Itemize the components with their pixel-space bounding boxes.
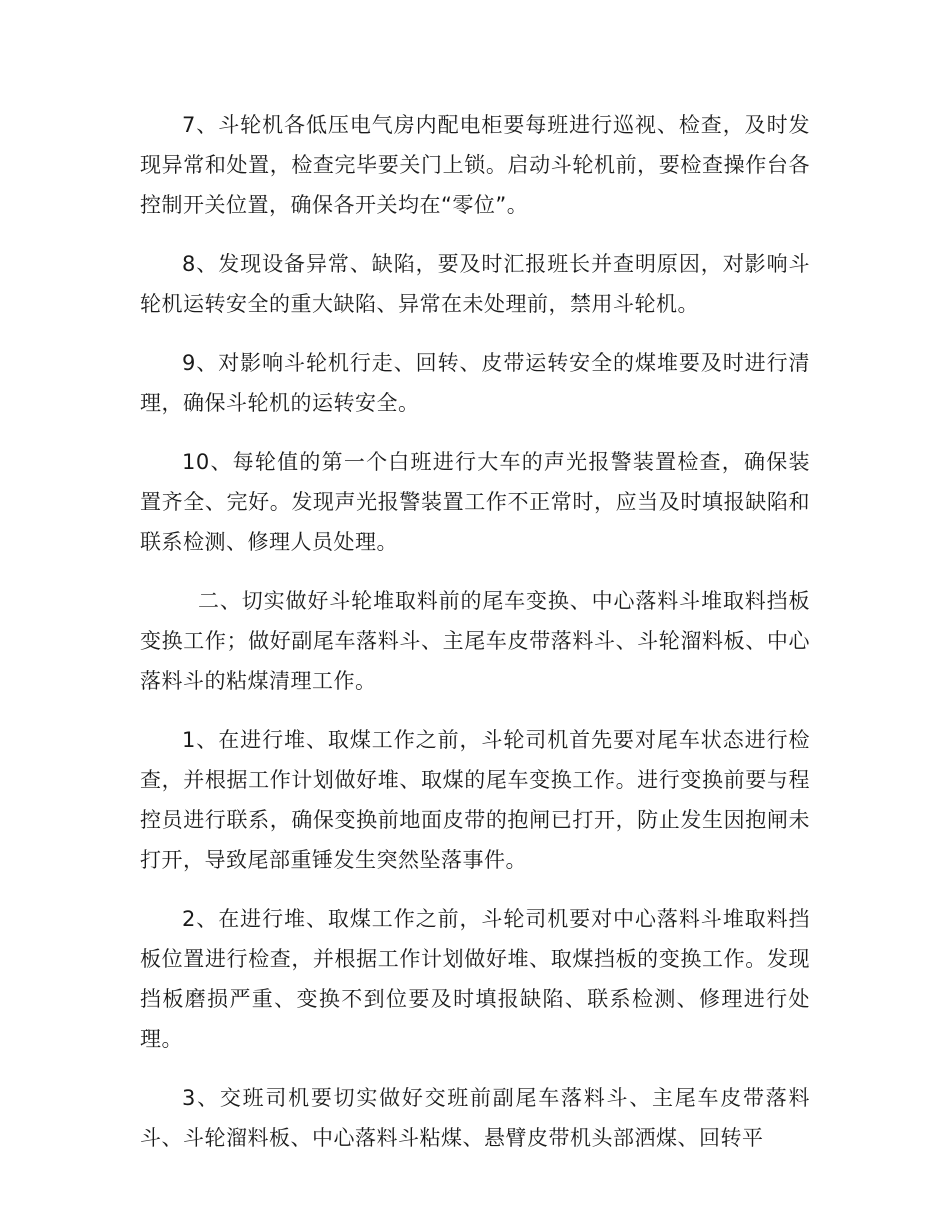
paragraph-item-10: 10、每轮值的第一个白班进行大车的声光报警装置检查，确保装置齐全、完好。发现声光报警装置工作不正常时，应当及时填报缺陷和联系检测、修理人员处理。 [140,450,810,554]
paragraph-item-8: 8、发现设备异常、缺陷，要及时汇报班长并查明原因，对影响斗轮机运转安全的重大缺陷、异常在未处理前，禁用斗轮机。 [140,252,810,316]
paragraph-item-3: 3、交班司机要切实做好交班前副尾车落料斗、主尾车皮带落料斗、斗轮溜料板、中心落料斗粘煤、悬臂皮带机头部洒煤、回转平 [140,1086,810,1150]
section-heading-2: 二、切实做好斗轮堆取料前的尾车变换、中心落料斗堆取料挡板变换工作；做好副尾车落料斗、主尾车皮带落料斗、斗轮溜料板、中心落料斗的粘煤清理工作。 [140,589,810,693]
paragraph-item-9: 9、对影响斗轮机行走、回转、皮带运转安全的煤堆要及时进行清理，确保斗轮机的运转安全。 [140,351,810,415]
paragraph-item-7: 7、斗轮机各低压电气房内配电柜要每班进行巡视、检查，及时发现异常和处置，检查完毕要关门上锁。启动斗轮机前，要检查操作台各控制开关位置，确保各开关均在“零位”。 [140,113,810,217]
paragraph-item-2: 2、在进行堆、取煤工作之前，斗轮司机要对中心落料斗堆取料挡板位置进行检查，并根据工作计划做好堆、取煤挡板的变换工作。发现挡板磨损严重、变换不到位要及时填报缺陷、联系检测、修理进行处理。 [140,907,810,1051]
document-body [140,105,810,1177]
paragraph-item-1: 1、在进行堆、取煤工作之前，斗轮司机首先要对尾车状态进行检查，并根据工作计划做好堆、取煤的尾车变换工作。进行变换前要与程控员进行联系，确保变换前地面皮带的抱闸已打开，防止发生因抱闸未打开，导致尾部重锤发生突然坠落事件。 [140,728,810,872]
